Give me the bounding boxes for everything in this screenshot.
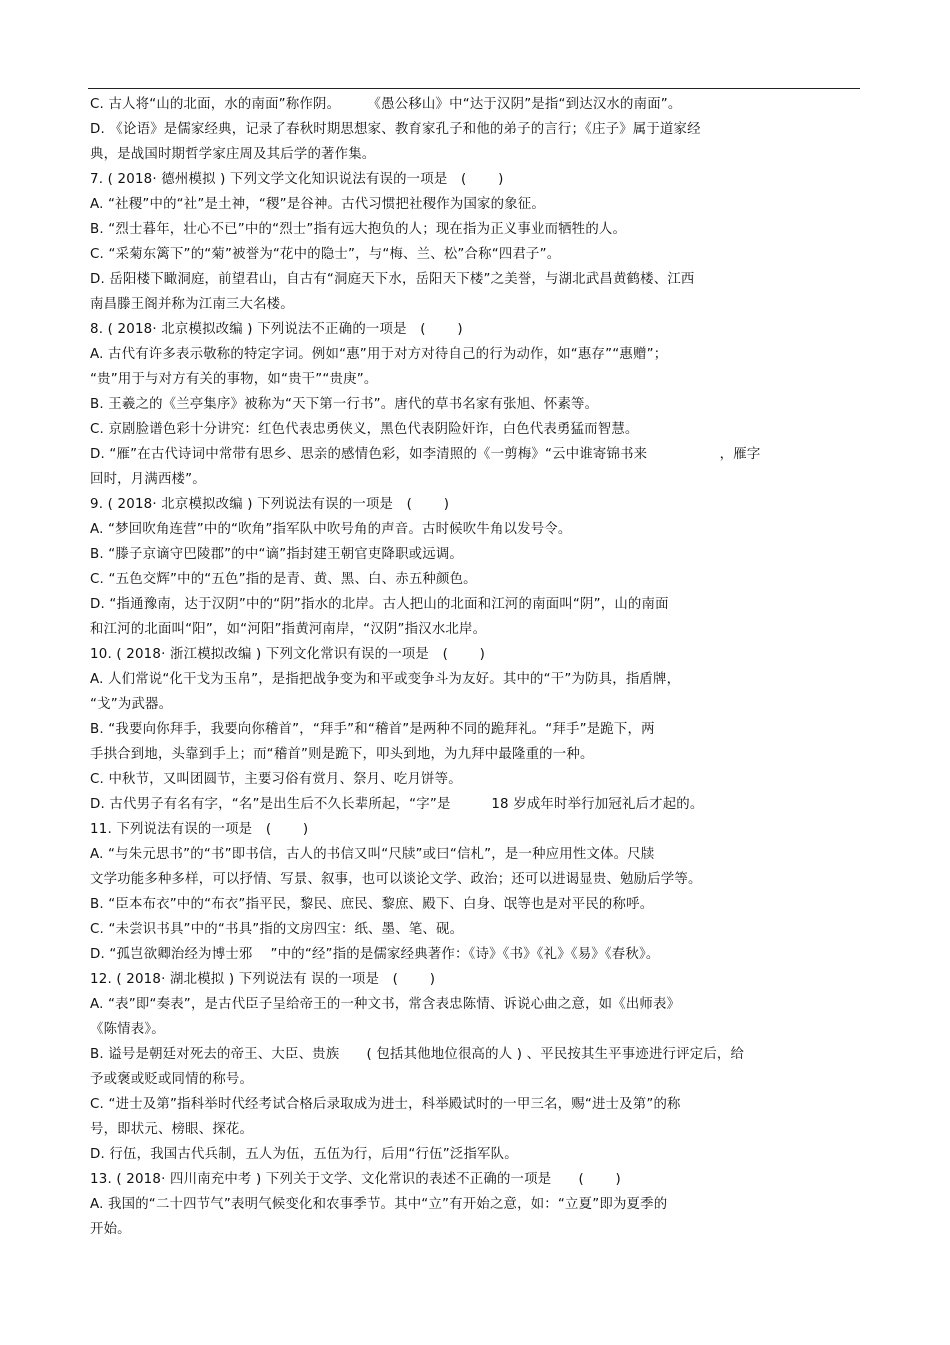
text-line: B. “烈士暮年，壮心不已”中的“烈士”指有远大抱负的人；现在指为正义事业而牺牲的人。: [90, 222, 627, 237]
text-line: “贵”用于与对方有关的事物，如“贵干”“贵庚”。: [90, 372, 378, 387]
text-line: A. “与朱元思书”的“书”即书信，古人的书信又叫“尺牍”或曰“信札”，是一种应用性文体。尺牍: [90, 847, 655, 862]
question-text-block: [90, 92, 870, 1242]
text-line: B. 谥号是朝廷对死去的帝王、大臣、贵族 ( 包括其他地位很高的人 ) 、平民按其生平事迹进行评定后，给: [90, 1047, 745, 1062]
text-line: A. 人们常说“化干戈为玉帛”，是指把战争变为和平或变争斗为友好。其中的“干”为防具，指盾牌，: [90, 672, 681, 687]
text-line: B. “滕子京谪守巴陵郡”的中“谪”指封建王朝官吏降职或远调。: [90, 547, 464, 562]
text-line: C. “采菊东篱下”的“菊”被誉为“花中的隐士”，与“梅、兰、松”合称“四君子”。: [90, 247, 561, 262]
text-line: 手拱合到地，头靠到手上；而“稽首”则是跪下，叩头到地，为九拜中最隆重的一种。: [90, 747, 594, 762]
text-line: 11. 下列说法有误的一项是 ( ): [90, 822, 309, 837]
text-line: D. 《论语》是儒家经典，记录了春秋时期思想家、教育家孔子和他的弟子的言行；《庄子》属于道家经: [90, 122, 701, 137]
text-line: 12. ( 2018· 湖北模拟 ) 下列说法有 误的一项是 ( ): [90, 972, 436, 987]
text-line: D. “指通豫南，达于汉阴”中的“阴”指水的北岸。古人把山的北面和江河的南面叫“阴”，山的南面: [90, 597, 669, 612]
text-line: “戈”为武器。: [90, 697, 173, 712]
text-line: 和江河的北面叫“阳”，如“河阳”指黄河南岸，“汉阴”指汉水北岸。: [90, 622, 487, 637]
text-line: 13. ( 2018· 四川南充中考 ) 下列关于文学、文化常识的表述不正确的一项是 ( ): [90, 1172, 621, 1187]
text-line: B. “我要向你拜手，我要向你稽首”，“拜手”和“稽首”是两种不同的跪拜礼。“拜手”是跪下，两: [90, 722, 655, 737]
text-line: B. “臣本布衣”中的“布衣”指平民，黎民、庶民、黎庶、殿下、白身、氓等也是对平民的称呼。: [90, 897, 654, 912]
text-line: D. 古代男子有名有字，“名”是出生后不久长辈所起，“字”是 18 岁成年时举行加冠礼后才起的。: [90, 797, 704, 812]
text-line: A. “梦回吹角连营”中的“吹角”指军队中吹号角的声音。古时候吹牛角以发号令。: [90, 522, 572, 537]
text-line: 典，是战国时期哲学家庄周及其后学的著作集。: [90, 147, 376, 162]
header-rule: [88, 88, 860, 89]
text-line: C. “五色交辉”中的“五色”指的是青、黄、黑、白、赤五种颜色。: [90, 572, 477, 587]
text-line: B. 王羲之的《兰亭集序》被称为“天下第一行书”。唐代的草书名家有张旭、怀素等。: [90, 397, 599, 412]
text-line: D. “孤岂欲卿治经为博士邪 ”中的“经”指的是儒家经典著作：《诗》《书》《礼》《易》《春秋》。: [90, 947, 660, 962]
text-line: 予或褒或贬或同情的称号。: [90, 1072, 254, 1087]
text-line: D. “雁”在古代诗词中常带有思乡、思亲的感情色彩，如李清照的《一剪梅》“云中谁寄锦书来 ，雁字: [90, 447, 761, 462]
text-line: 9. ( 2018· 北京模拟改编 ) 下列说法有误的一项是 ( ): [90, 497, 450, 512]
text-line: C. “未尝识书具”中的“书具”指的文房四宝：纸、墨、笔、砚。: [90, 922, 464, 937]
text-line: 开始。: [90, 1222, 131, 1237]
text-line: C. 京剧脸谱色彩十分讲究：红色代表忠勇侠义，黑色代表阴险奸诈，白色代表勇猛而智慧。: [90, 422, 639, 437]
text-line: 号，即状元、榜眼、探花。: [90, 1122, 254, 1137]
text-line: 文学功能多种多样，可以抒情、写景、叙事，也可以谈论文学、政治；还可以进谒显贵、勉励后学等。: [90, 872, 702, 887]
text-line: 回时，月满西楼”。: [90, 472, 206, 487]
text-line: D. 岳阳楼下瞰洞庭，前望君山，自古有“洞庭天下水，岳阳天下楼”之美誉，与湖北武昌黄鹤楼、江西: [90, 272, 695, 287]
text-line: C. “进士及第”指科举时代经考试合格后录取成为进士，科举殿试时的一甲三名，赐“进士及第”的称: [90, 1097, 681, 1112]
text-line: 8. ( 2018· 北京模拟改编 ) 下列说法不正确的一项是 ( ): [90, 322, 463, 337]
text-line: A. 我国的“二十四节气”表明气候变化和农事季节。其中“立”有开始之意，如：“立夏”即为夏季的: [90, 1197, 668, 1212]
text-line: 10. ( 2018· 浙江模拟改编 ) 下列文化常识有误的一项是 ( ): [90, 647, 486, 662]
text-line: 《陈情表》。: [90, 1022, 165, 1037]
text-line: 7. ( 2018· 德州模拟 ) 下列文学文化知识说法有误的一项是 ( ): [90, 172, 504, 187]
text-line: A. “表”即“奏表”，是古代臣子呈给帝王的一种文书，常含表忠陈情、诉说心曲之意，如《出师表》: [90, 997, 681, 1012]
text-line: A. 古代有许多表示敬称的特定字词。例如“惠”用于对方对待自己的行为动作，如“惠存”“惠赠”；: [90, 347, 668, 362]
text-line: C. 中秋节，又叫团圆节，主要习俗有赏月、祭月、吃月饼等。: [90, 772, 462, 787]
text-line: 南昌滕王阁并称为江南三大名楼。: [90, 297, 294, 312]
text-line: A. “社稷”中的“社”是土神，“稷”是谷神。古代习惯把社稷作为国家的象征。: [90, 197, 545, 212]
text-line: C. 古人将“山的北面，水的南面”称作阴。 《愚公移山》中“达于汉阴”是指“到达汉水的南面”。: [90, 97, 682, 112]
text-line: D. 行伍，我国古代兵制，五人为伍，五伍为行，后用“行伍”泛指军队。: [90, 1147, 518, 1162]
